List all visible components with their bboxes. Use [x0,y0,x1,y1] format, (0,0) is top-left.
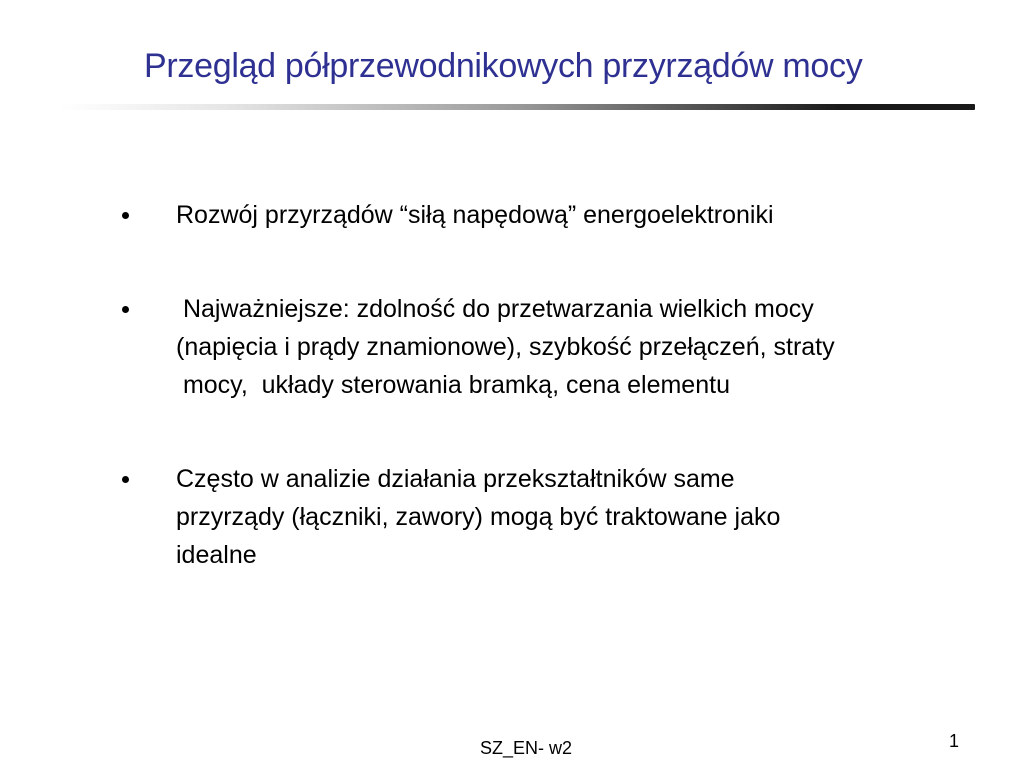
bullet-item-3 [118,460,938,574]
slide-footer: SZ_EN- w2 [480,738,573,758]
bullet-2-line-3: mocy, układy sterowania bramką, cena elementu [176,371,730,399]
bullet-dot-icon [122,212,129,219]
bullet-2-line-1: Najważniejsze: zdolność do przetwarzania wielkich mocy [176,295,814,323]
title-underline [60,104,975,110]
slide-title: Przegląd półprzewodnikowych przyrządów mocy [144,47,863,85]
bullet-3-line-1: Często w analizie działania przekształtników same [176,465,735,493]
bullet-1-line-1: Rozwój przyrządów “siłą napędową” energoelektroniki [176,201,774,229]
page-number: 1 [949,731,960,751]
bullet-item-1 [118,196,938,234]
bullet-3-line-3: idealne [176,541,257,569]
bullet-item-2 [118,290,938,404]
bullet-2-line-2: (napięcia i prądy znamionowe), szybkość przełączeń, straty [176,333,835,361]
bullet-3-line-2: przyrządy (łączniki, zawory) mogą być traktowane jako [176,503,781,531]
bullet-dot-icon [122,476,129,483]
bullet-list [118,196,938,574]
bullet-dot-icon [122,306,129,313]
